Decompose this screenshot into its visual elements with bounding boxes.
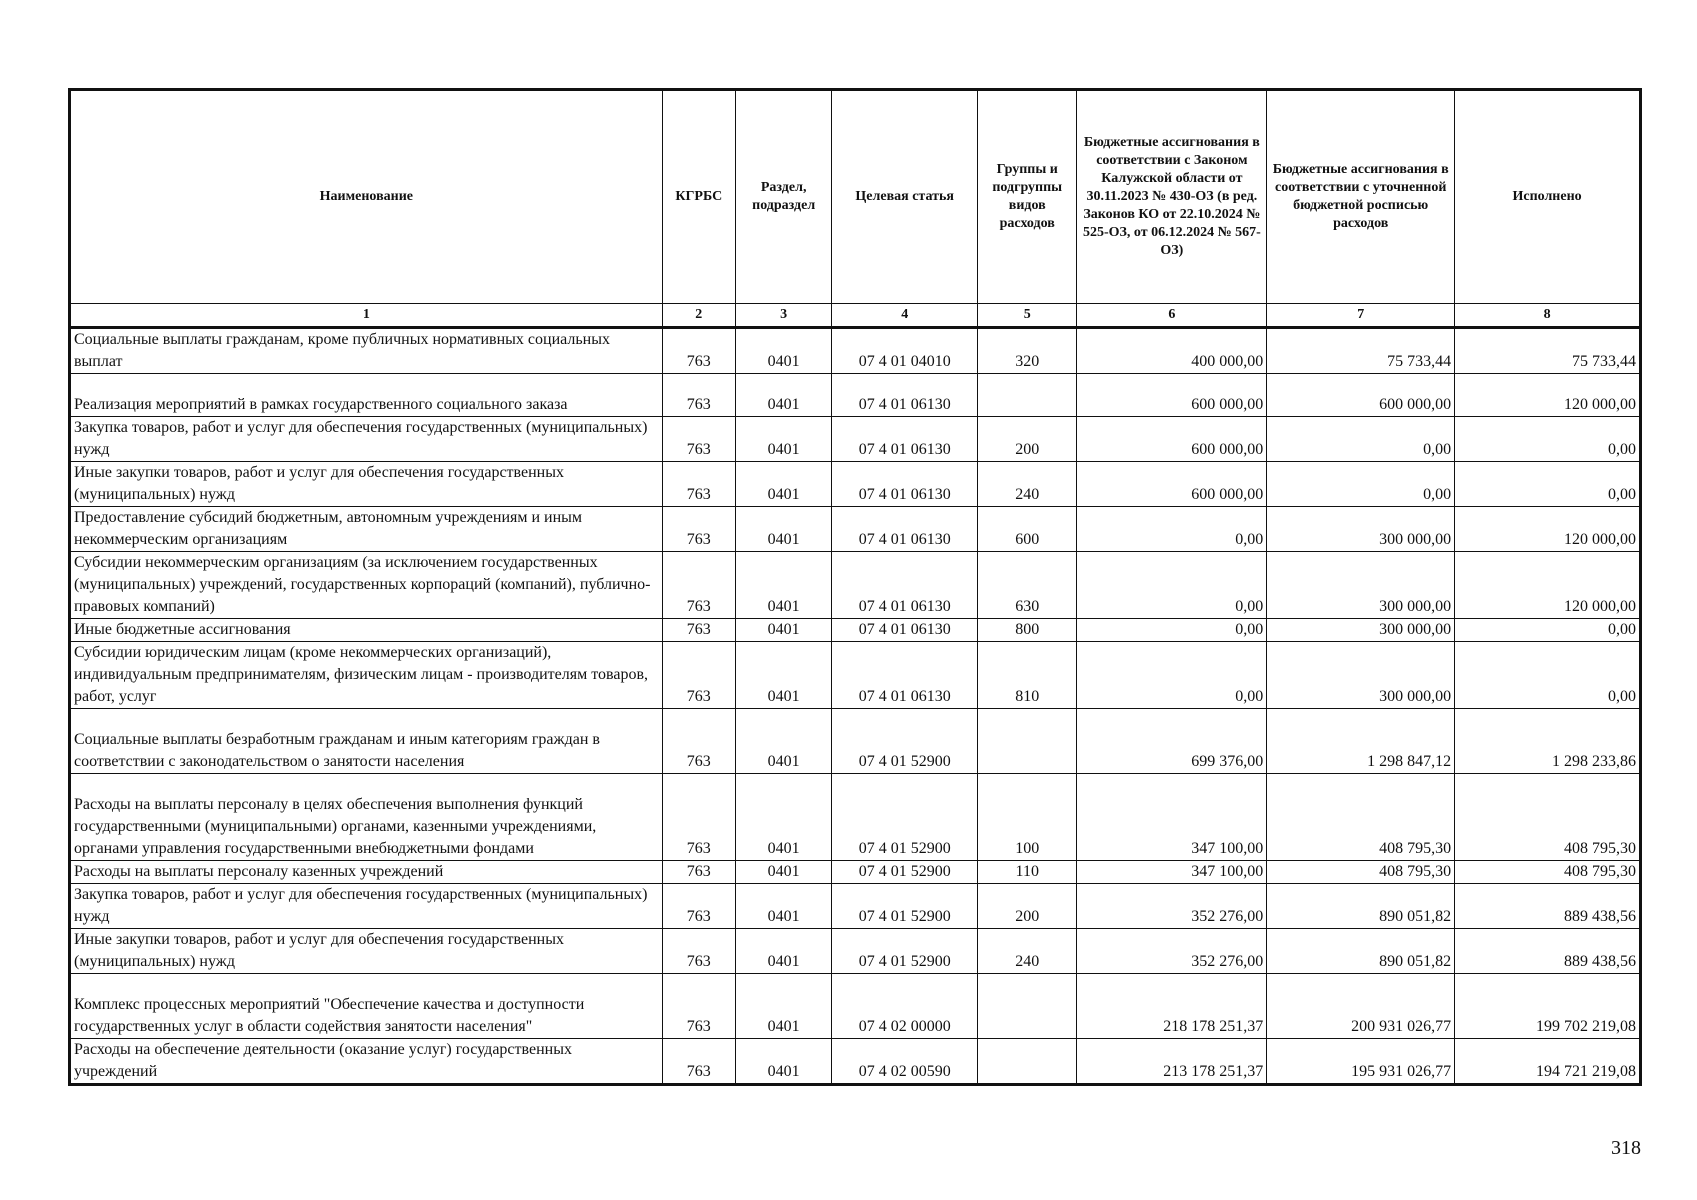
row-section: 0401	[735, 328, 831, 374]
header-target-article: Целевая статья	[832, 90, 978, 304]
row-law-allocation: 347 100,00	[1077, 774, 1267, 861]
header-expense-type: Группы и подгруппы видов расходов	[978, 90, 1077, 304]
row-kgrbs: 763	[662, 929, 735, 974]
row-name: Комплекс процессных мероприятий "Обеспечение качества и доступности государственных услуг в области содействия занятости населения"	[70, 974, 663, 1039]
column-number: 7	[1267, 304, 1455, 328]
row-target-article: 07 4 01 06130	[832, 619, 978, 642]
row-expense-type: 100	[978, 774, 1077, 861]
row-section: 0401	[735, 884, 831, 929]
row-target-article: 07 4 01 06130	[832, 417, 978, 462]
table-body	[70, 328, 1641, 1085]
row-executed: 120 000,00	[1455, 507, 1641, 552]
table-row	[70, 709, 1641, 774]
table-row	[70, 507, 1641, 552]
header-kgrbs: КГРБС	[662, 90, 735, 304]
row-law-allocation: 352 276,00	[1077, 884, 1267, 929]
row-schedule-allocation: 408 795,30	[1267, 774, 1455, 861]
row-section: 0401	[735, 861, 831, 884]
header-section: Раздел, подраздел	[735, 90, 831, 304]
row-law-allocation: 0,00	[1077, 552, 1267, 619]
row-section: 0401	[735, 929, 831, 974]
row-kgrbs: 763	[662, 619, 735, 642]
row-law-allocation: 0,00	[1077, 507, 1267, 552]
row-section: 0401	[735, 774, 831, 861]
row-expense-type	[978, 709, 1077, 774]
row-executed: 889 438,56	[1455, 929, 1641, 974]
row-executed: 0,00	[1455, 642, 1641, 709]
row-expense-type: 810	[978, 642, 1077, 709]
row-executed: 75 733,44	[1455, 328, 1641, 374]
row-kgrbs: 763	[662, 774, 735, 861]
row-kgrbs: 763	[662, 417, 735, 462]
row-name: Реализация мероприятий в рамках государственного социального заказа	[70, 374, 663, 417]
row-expense-type: 800	[978, 619, 1077, 642]
row-executed: 199 702 219,08	[1455, 974, 1641, 1039]
row-target-article: 07 4 01 52900	[832, 861, 978, 884]
row-target-article: 07 4 02 00000	[832, 974, 978, 1039]
row-executed: 408 795,30	[1455, 774, 1641, 861]
row-schedule-allocation: 408 795,30	[1267, 861, 1455, 884]
row-name: Иные закупки товаров, работ и услуг для обеспечения государственных (муниципальных) нужд	[70, 929, 663, 974]
row-schedule-allocation: 300 000,00	[1267, 642, 1455, 709]
row-expense-type	[978, 1039, 1077, 1085]
row-section: 0401	[735, 642, 831, 709]
row-law-allocation: 600 000,00	[1077, 417, 1267, 462]
row-target-article: 07 4 01 06130	[832, 552, 978, 619]
row-law-allocation: 699 376,00	[1077, 709, 1267, 774]
row-kgrbs: 763	[662, 974, 735, 1039]
row-section: 0401	[735, 1039, 831, 1085]
row-kgrbs: 763	[662, 884, 735, 929]
row-law-allocation: 218 178 251,37	[1077, 974, 1267, 1039]
row-schedule-allocation: 0,00	[1267, 417, 1455, 462]
row-schedule-allocation: 1 298 847,12	[1267, 709, 1455, 774]
row-section: 0401	[735, 462, 831, 507]
row-law-allocation: 0,00	[1077, 642, 1267, 709]
row-section: 0401	[735, 374, 831, 417]
row-name: Расходы на выплаты персоналу казенных учреждений	[70, 861, 663, 884]
header-name: Наименование	[70, 90, 663, 304]
row-kgrbs: 763	[662, 1039, 735, 1085]
row-expense-type: 110	[978, 861, 1077, 884]
row-target-article: 07 4 01 06130	[832, 462, 978, 507]
row-target-article: 07 4 01 52900	[832, 774, 978, 861]
row-expense-type: 200	[978, 417, 1077, 462]
table-row	[70, 774, 1641, 861]
row-target-article: 07 4 01 52900	[832, 929, 978, 974]
budget-table	[68, 88, 1642, 1086]
table-row	[70, 417, 1641, 462]
header-executed: Исполнено	[1455, 90, 1641, 304]
table-row	[70, 974, 1641, 1039]
row-expense-type: 240	[978, 929, 1077, 974]
row-target-article: 07 4 01 06130	[832, 507, 978, 552]
row-schedule-allocation: 195 931 026,77	[1267, 1039, 1455, 1085]
table-row	[70, 619, 1641, 642]
row-kgrbs: 763	[662, 374, 735, 417]
row-expense-type: 600	[978, 507, 1077, 552]
row-kgrbs: 763	[662, 552, 735, 619]
row-schedule-allocation: 300 000,00	[1267, 507, 1455, 552]
column-number: 2	[662, 304, 735, 328]
row-target-article: 07 4 01 52900	[832, 884, 978, 929]
row-section: 0401	[735, 974, 831, 1039]
table-row	[70, 374, 1641, 417]
row-executed: 120 000,00	[1455, 374, 1641, 417]
row-section: 0401	[735, 552, 831, 619]
row-law-allocation: 600 000,00	[1077, 374, 1267, 417]
row-expense-type	[978, 974, 1077, 1039]
column-number: 5	[978, 304, 1077, 328]
row-name: Закупка товаров, работ и услуг для обеспечения государственных (муниципальных) нужд	[70, 417, 663, 462]
row-expense-type: 320	[978, 328, 1077, 374]
header-law-allocations: Бюджетные ассигнования в соответствии с Законом Калужской области от 30.11.2023 № 430-ОЗ (в ред. Законов КО от 22.10.2024 № 525-ОЗ, от 06.12.2024 № 567-ОЗ)	[1077, 90, 1267, 304]
row-law-allocation: 400 000,00	[1077, 328, 1267, 374]
row-kgrbs: 763	[662, 861, 735, 884]
row-schedule-allocation: 300 000,00	[1267, 552, 1455, 619]
row-law-allocation: 600 000,00	[1077, 462, 1267, 507]
row-law-allocation: 0,00	[1077, 619, 1267, 642]
row-executed: 889 438,56	[1455, 884, 1641, 929]
row-name: Расходы на обеспечение деятельности (оказание услуг) государственных учреждений	[70, 1039, 663, 1085]
row-expense-type: 630	[978, 552, 1077, 619]
row-name: Закупка товаров, работ и услуг для обеспечения государственных (муниципальных) нужд	[70, 884, 663, 929]
row-executed: 0,00	[1455, 619, 1641, 642]
row-executed: 0,00	[1455, 417, 1641, 462]
row-kgrbs: 763	[662, 709, 735, 774]
row-executed: 0,00	[1455, 462, 1641, 507]
row-executed: 408 795,30	[1455, 861, 1641, 884]
table-row	[70, 929, 1641, 974]
row-schedule-allocation: 890 051,82	[1267, 884, 1455, 929]
row-expense-type	[978, 374, 1077, 417]
row-name: Предоставление субсидий бюджетным, автономным учреждениям и иным некоммерческим организациям	[70, 507, 663, 552]
row-name: Социальные выплаты безработным гражданам и иным категориям граждан в соответствии с законодательством о занятости населения	[70, 709, 663, 774]
table-row	[70, 642, 1641, 709]
row-kgrbs: 763	[662, 328, 735, 374]
row-executed: 1 298 233,86	[1455, 709, 1641, 774]
header-row	[70, 90, 1641, 304]
row-name: Расходы на выплаты персоналу в целях обеспечения выполнения функций государственными (муниципальными) органами, казенными учреждениями, органами управления государственными внебюджетными фондами	[70, 774, 663, 861]
row-name: Субсидии юридическим лицам (кроме некоммерческих организаций), индивидуальным предпринимателям, физическим лицам - производителям товаров, работ, услуг	[70, 642, 663, 709]
page-number: 318	[1611, 1137, 1641, 1159]
row-name: Иные закупки товаров, работ и услуг для обеспечения государственных (муниципальных) нужд	[70, 462, 663, 507]
row-schedule-allocation: 300 000,00	[1267, 619, 1455, 642]
row-kgrbs: 763	[662, 507, 735, 552]
row-schedule-allocation: 200 931 026,77	[1267, 974, 1455, 1039]
row-section: 0401	[735, 619, 831, 642]
column-number: 1	[70, 304, 663, 328]
table-row	[70, 884, 1641, 929]
row-name: Субсидии некоммерческим организациям (за исключением государственных (муниципальных) учреждений, государственных корпораций (компаний), публично-правовых компаний)	[70, 552, 663, 619]
row-law-allocation: 347 100,00	[1077, 861, 1267, 884]
row-expense-type: 200	[978, 884, 1077, 929]
row-executed: 194 721 219,08	[1455, 1039, 1641, 1085]
table-row	[70, 462, 1641, 507]
row-name: Социальные выплаты гражданам, кроме публичных нормативных социальных выплат	[70, 328, 663, 374]
row-target-article: 07 4 01 04010	[832, 328, 978, 374]
row-target-article: 07 4 01 06130	[832, 642, 978, 709]
row-section: 0401	[735, 417, 831, 462]
row-kgrbs: 763	[662, 642, 735, 709]
row-expense-type: 240	[978, 462, 1077, 507]
column-number: 6	[1077, 304, 1267, 328]
column-number: 8	[1455, 304, 1641, 328]
column-number: 3	[735, 304, 831, 328]
row-schedule-allocation: 75 733,44	[1267, 328, 1455, 374]
row-target-article: 07 4 01 52900	[832, 709, 978, 774]
row-name: Иные бюджетные ассигнования	[70, 619, 663, 642]
row-law-allocation: 213 178 251,37	[1077, 1039, 1267, 1085]
row-schedule-allocation: 600 000,00	[1267, 374, 1455, 417]
row-law-allocation: 352 276,00	[1077, 929, 1267, 974]
row-schedule-allocation: 0,00	[1267, 462, 1455, 507]
table-row	[70, 861, 1641, 884]
table-row	[70, 328, 1641, 374]
column-number-row	[70, 304, 1641, 328]
row-target-article: 07 4 02 00590	[832, 1039, 978, 1085]
row-kgrbs: 763	[662, 462, 735, 507]
table-row	[70, 1039, 1641, 1085]
table-row	[70, 552, 1641, 619]
row-schedule-allocation: 890 051,82	[1267, 929, 1455, 974]
header-schedule-allocations: Бюджетные ассигнования в соответствии с уточненной бюджетной росписью расходов	[1267, 90, 1455, 304]
row-executed: 120 000,00	[1455, 552, 1641, 619]
row-target-article: 07 4 01 06130	[832, 374, 978, 417]
column-number: 4	[832, 304, 978, 328]
row-section: 0401	[735, 709, 831, 774]
row-section: 0401	[735, 507, 831, 552]
